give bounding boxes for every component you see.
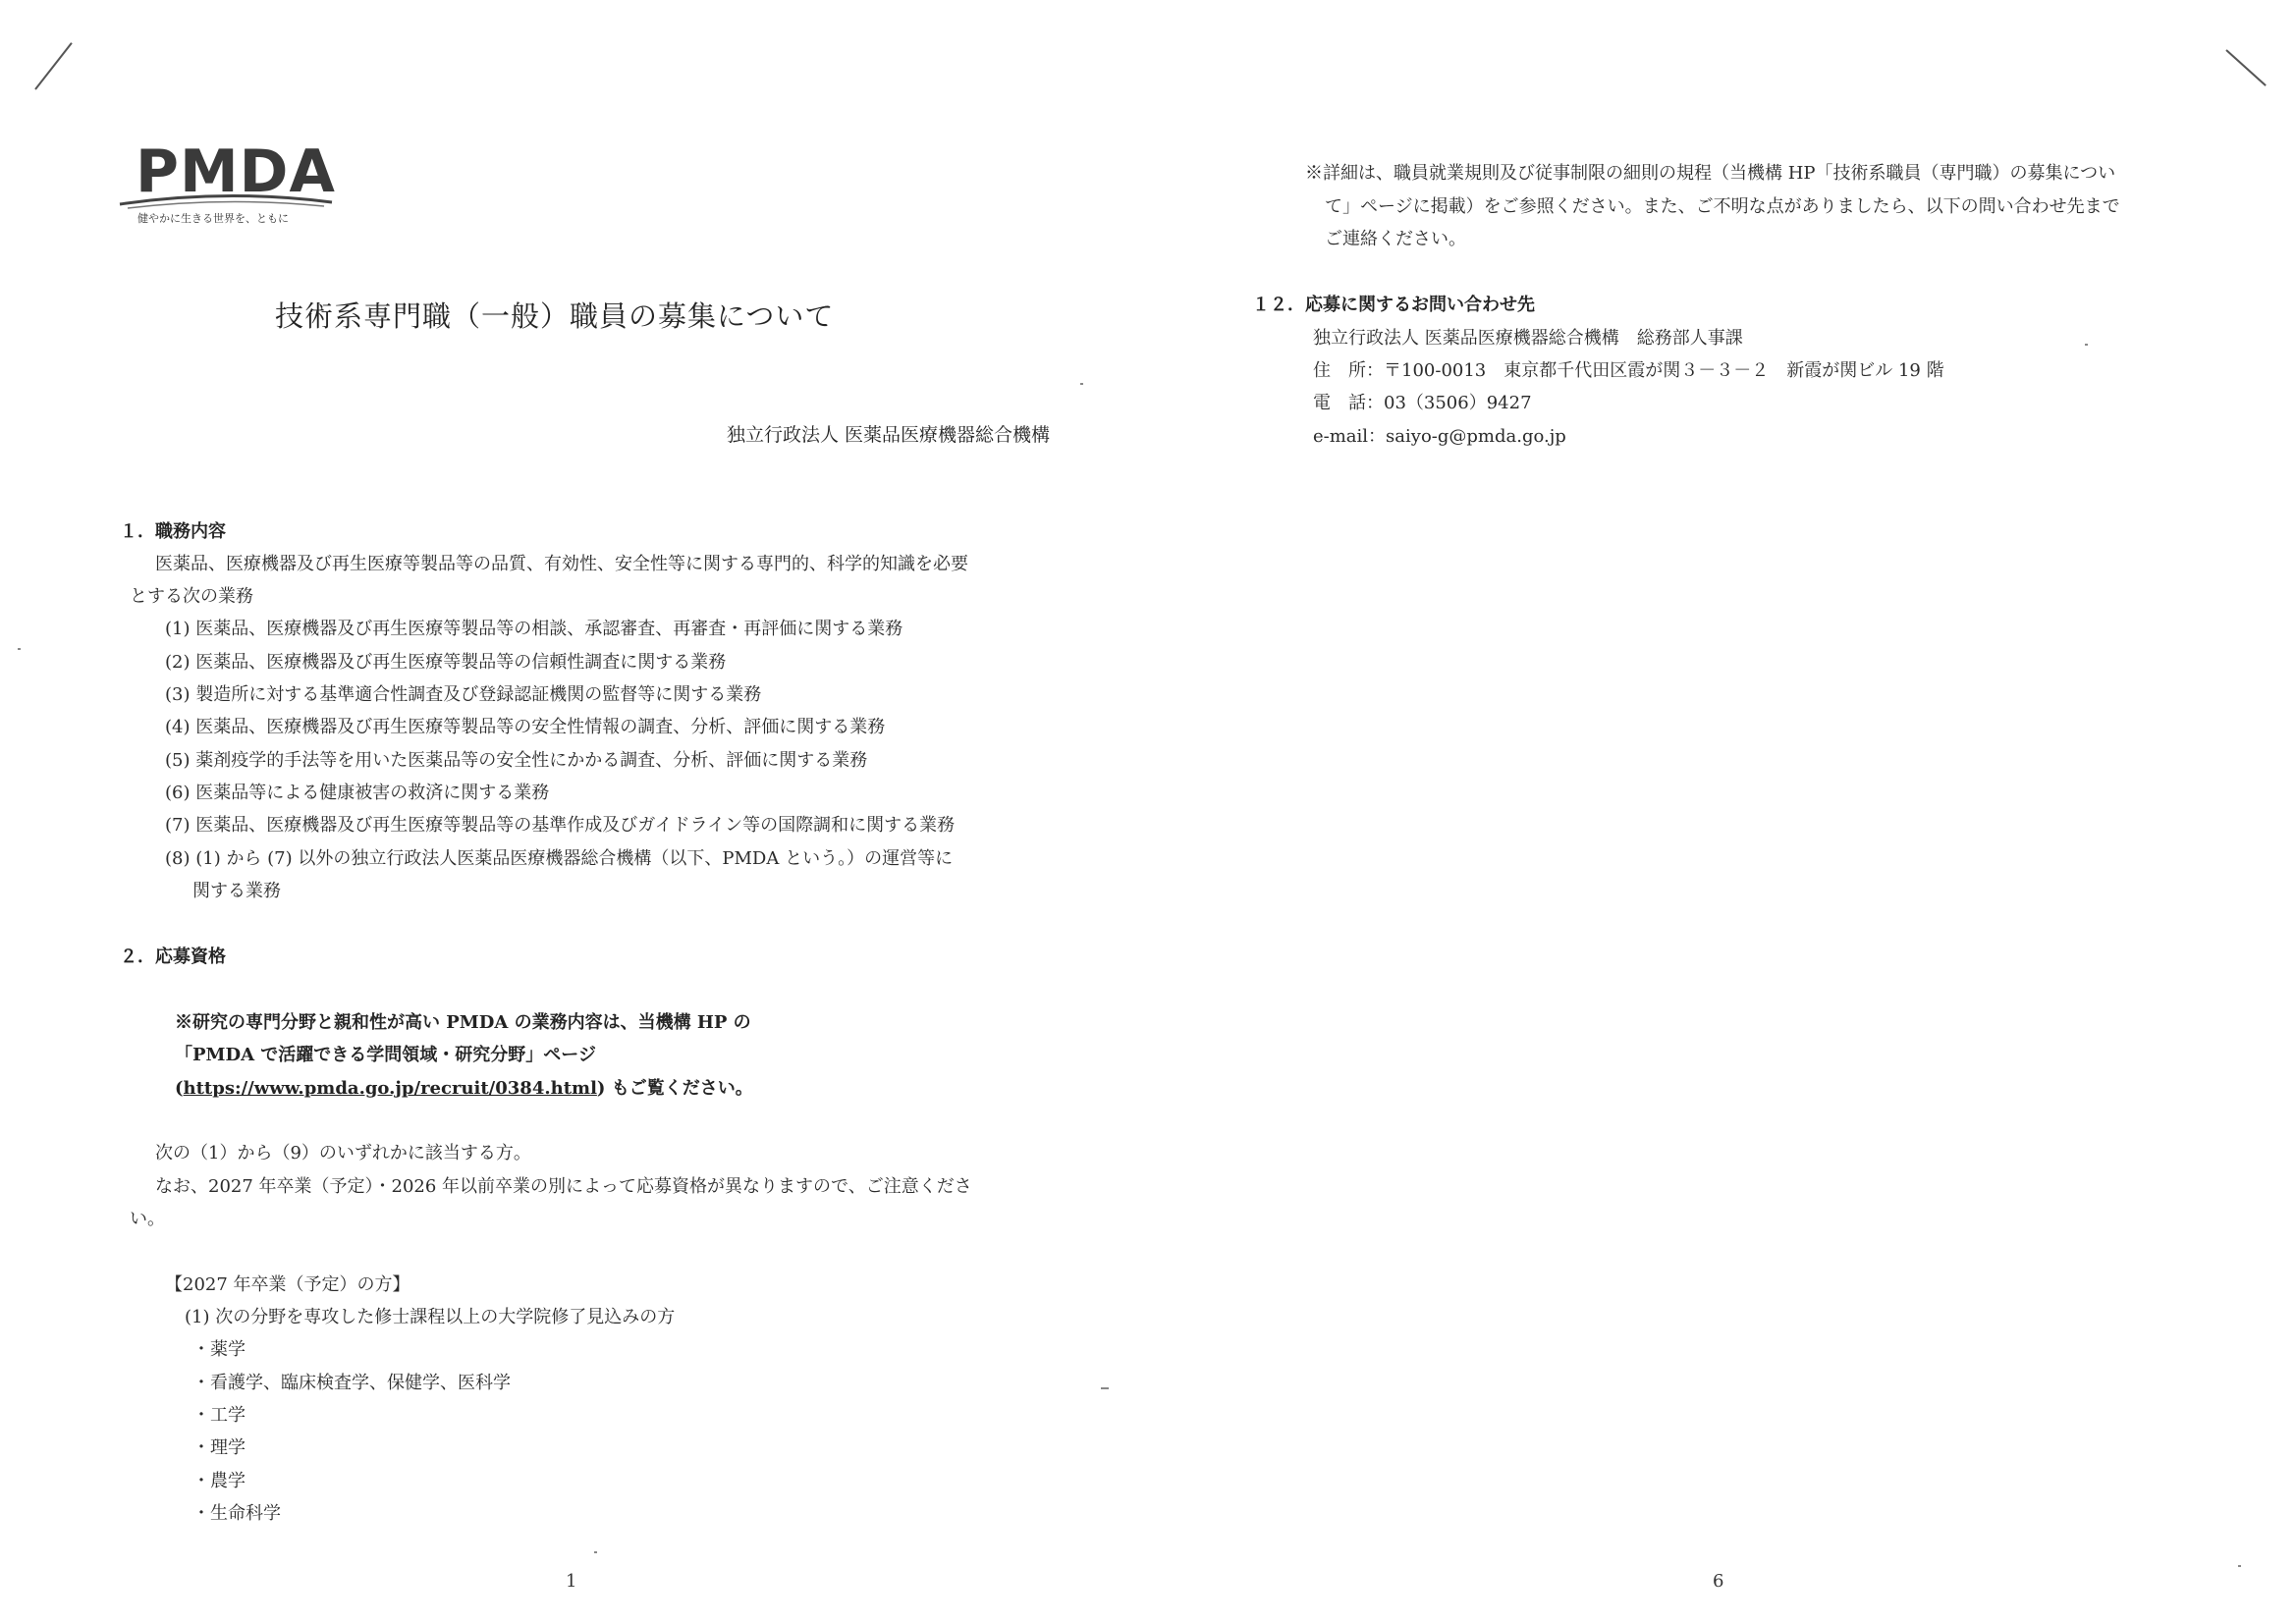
contact-email[interactable]: e-mail：saiyo-g@pmda.go.jp — [1313, 426, 1566, 447]
field-item: ・理学 — [192, 1437, 246, 1458]
contact-phone: 電 話：03（3506）9427 — [1313, 393, 1532, 413]
pmda-logo — [118, 137, 344, 226]
duty-item: (1) 医薬品、医療機器及び再生医療等製品等の相談、承認審査、再審査・再評価に関する業務 — [165, 619, 903, 639]
scan-speck — [1101, 1387, 1109, 1389]
duty-item: (2) 医薬品、医療機器及び再生医療等製品等の信頼性調査に関する業務 — [165, 652, 727, 673]
eligibility-line: い。 — [130, 1209, 165, 1229]
contact-address: 住 所：〒100-0013 東京都千代田区霞が関３－３－２ 新霞が関ビル 19 階 — [1313, 360, 1944, 381]
field-item: ・工学 — [192, 1405, 246, 1426]
scan-speck — [594, 1551, 597, 1553]
page-number: 6 — [1713, 1571, 1724, 1592]
field-item: ・農学 — [192, 1471, 246, 1491]
duty-item-continuation: 関する業務 — [192, 881, 281, 901]
field-item: ・看護学、臨床検査学、保健学、医科学 — [192, 1373, 511, 1393]
field-item: ・薬学 — [192, 1339, 246, 1360]
detail-note-line: ※詳細は、職員就業規則及び従事制限の細則の規程（当機構 HP「技術系職員（専門職）の募集につい — [1305, 163, 2116, 184]
scan-speck — [2085, 344, 2088, 346]
right-page — [1148, 0, 2296, 1623]
eligibility-line: 次の（1）から（9）のいずれかに該当する方。 — [155, 1143, 531, 1163]
qualification-item: (1) 次の分野を専攻した修士課程以上の大学院修了見込みの方 — [185, 1307, 676, 1327]
contact-department: 独立行政法人 医薬品医療機器総合機構 総務部人事課 — [1313, 328, 1743, 349]
organization-name: 独立行政法人 医薬品医療機器総合機構 — [726, 424, 1050, 446]
scan-mark — [2225, 49, 2266, 86]
duty-item: (8) (1) から (7) 以外の独立行政法人医薬品医療機器総合機構（以下、PMDA という。）の運営等に — [165, 848, 954, 869]
duty-item: (7) 医薬品、医療機器及び再生医療等製品等の基準作成及びガイドライン等の国際調和に関する業務 — [165, 815, 956, 836]
reference-url-line: (https://www.pmda.go.jp/recruit/0384.html) もご覧ください。 — [175, 1078, 753, 1099]
scan-mark — [34, 42, 73, 90]
section1-intro-line: 医薬品、医療機器及び再生医療等製品等の品質、有効性、安全性等に関する専門的、科学的知識を必要 — [155, 554, 968, 574]
reference-url-link[interactable]: https://www.pmda.go.jp/recruit/0384.html — [183, 1078, 597, 1099]
duty-item: (3) 製造所に対する基準適合性調査及び登録認証機関の監督等に関する業務 — [165, 684, 762, 705]
eligibility-line: なお、2027 年卒業（予定）・2026 年以前卒業の別によって応募資格が異なりますので、ご注意くださ — [155, 1176, 972, 1197]
logo-tagline: 健やかに生きる世界を、ともに — [137, 212, 289, 225]
scan-speck — [18, 648, 21, 650]
section12-heading: １２．応募に関するお問い合わせ先 — [1252, 295, 1535, 315]
section1-intro-line: とする次の業務 — [130, 586, 253, 607]
reference-url-suffix: もご覧ください。 — [611, 1078, 753, 1099]
logo-text: PMDA — [136, 137, 336, 206]
detail-note-line: て」ページに掲載）をご参照ください。また、ご不明な点がありましたら、以下の問い合わせ先まで — [1325, 196, 2120, 217]
duty-item: (6) 医薬品等による健康被害の救済に関する業務 — [165, 783, 550, 803]
scan-speck — [2238, 1565, 2241, 1567]
section2-heading: ２．応募資格 — [120, 947, 226, 967]
duty-item: (5) 薬剤疫学的手法等を用いた医薬品等の安全性にかかる調査、分析、評価に関する業務 — [165, 750, 868, 771]
logo-swoosh-icon — [118, 187, 334, 210]
document-title: 技術系専門職（一般）職員の募集について — [275, 299, 835, 333]
reference-note-line: 「PMDA で活躍できる学問領域・研究分野」ページ — [175, 1045, 596, 1065]
section1-heading: １．職務内容 — [120, 521, 226, 542]
graduation-subheading: 【2027 年卒業（予定）の方】 — [165, 1274, 410, 1295]
detail-note-line: ご連絡ください。 — [1325, 229, 1466, 249]
duty-item: (4) 医薬品、医療機器及び再生医療等製品等の安全性情報の調査、分析、評価に関する業務 — [165, 717, 886, 737]
scan-speck — [1080, 383, 1083, 385]
reference-note-line: ※研究の専門分野と親和性が高い PMDA の業務内容は、当機構 HP の — [175, 1012, 751, 1033]
page-number: 1 — [566, 1571, 577, 1592]
field-item: ・生命科学 — [192, 1503, 281, 1524]
